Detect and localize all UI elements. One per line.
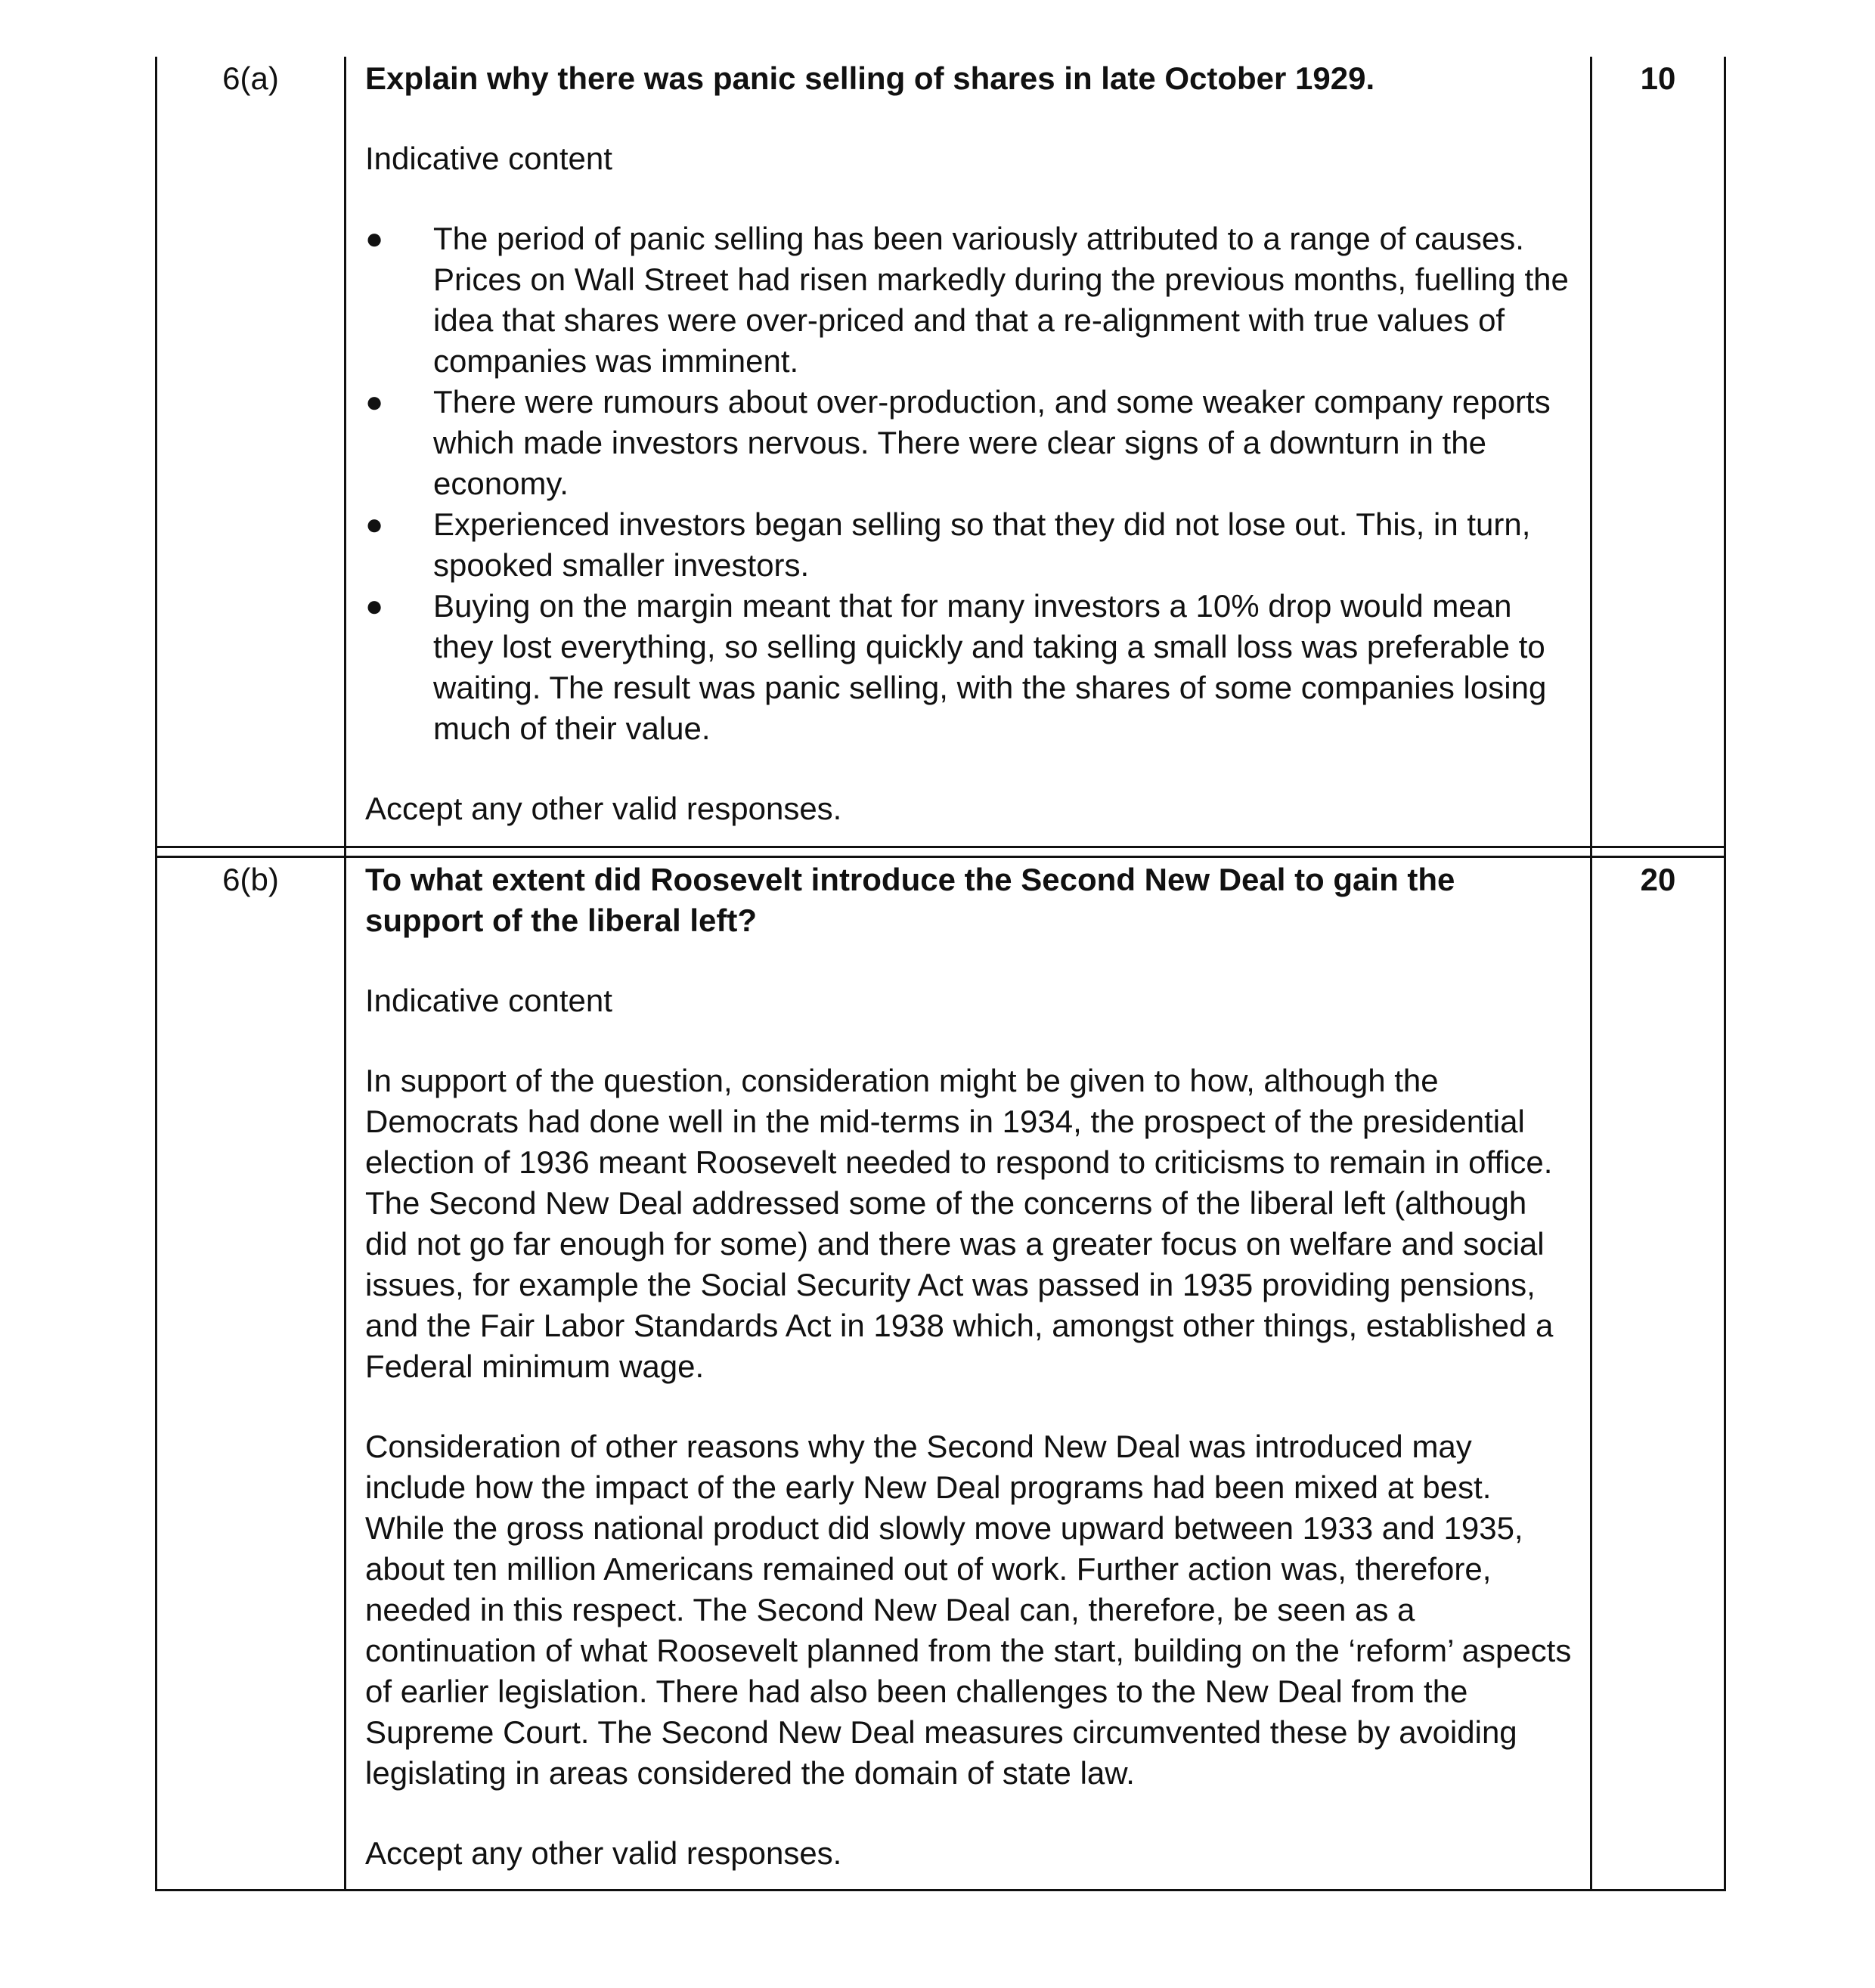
bullet-icon: ● [365,590,384,623]
accept-note: Accept any other valid responses. [365,1835,842,1871]
question-row-6a [157,57,1725,847]
question-text: To what extent did Roosevelt introduce the Second New Deal to gain the support of the liberal left? [365,862,1455,938]
question-text: Explain why there was panic selling of shares in late October 1929. [365,60,1375,96]
bullet-item: ● There were rumours about over-production, and some weaker company reports which made investors nervous. There were clear signs of a downturn in the economy. [365,382,1575,504]
bullet-icon: ● [365,222,384,255]
guidance-cell [346,857,1591,1890]
guidance-paragraph: In support of the question, consideration might be given to how, although the Democrats had done well in the mid-terms in 1934, the prospect of the presidential election of 1936 meant Roosevelt needed to respond to criticisms to remain in office. The Second New Deal addressed some of the concerns of the liberal left (although did not go far enough for some) and there was a greater focus on welfare and social issues, for example the Social Security Act was passed in 1935 providing pensions, and the Fair Labor Standards Act in 1938 which, amongst other things, established a Federal minimum wage. [365,1063,1554,1384]
guidance-cell [346,57,1591,847]
marks-value: 10 [1591,57,1725,847]
bullet-icon: ● [365,508,384,541]
question-number: 6(a) [157,57,346,847]
indicative-content-label: Indicative content [365,983,612,1018]
marks-value: 20 [1591,857,1725,1890]
indicative-content-label: Indicative content [365,141,612,176]
mark-scheme-table [155,57,1726,1891]
bullet-item: ● Buying on the margin meant that for many investors a 10% drop would mean they lost everything, so selling quickly and taking a small loss was preferable to waiting. The result was panic selling, with the shares of some companies losing much of their value. [365,586,1575,749]
indicative-bullet-list [365,218,1575,749]
guidance-paragraph: Consideration of other reasons why the Second New Deal was introduced may include how the impact of the early New Deal programs had been mixed at best. While the gross national product did slowly move upward between 1933 and 1935, about ten million Americans remained out of work. Further action was, therefore, needed in this respect. The Second New Deal can, therefore, be seen as a continuation of what Roosevelt planned from the start, building on the ‘reform’ aspects of earlier legislation. There had also been challenges to the New Deal from the Supreme Court. The Second New Deal measures circumvented these by avoiding legislating in areas considered the domain of state law. [365,1429,1572,1791]
accept-note: Accept any other valid responses. [365,791,842,826]
bullet-icon: ● [365,386,384,419]
question-row-6b [157,857,1725,1890]
row-separator [157,847,1725,857]
bullet-item: ● Experienced investors began selling so that they did not lose out. This, in turn, spooked smaller investors. [365,504,1575,586]
question-number: 6(b) [157,857,346,1890]
bullet-item: ● The period of panic selling has been variously attributed to a range of causes. Prices on Wall Street had risen markedly during the previous months, fuelling the idea that shares were over-priced and that a re-alignment with true values of companies was imminent. [365,218,1575,382]
